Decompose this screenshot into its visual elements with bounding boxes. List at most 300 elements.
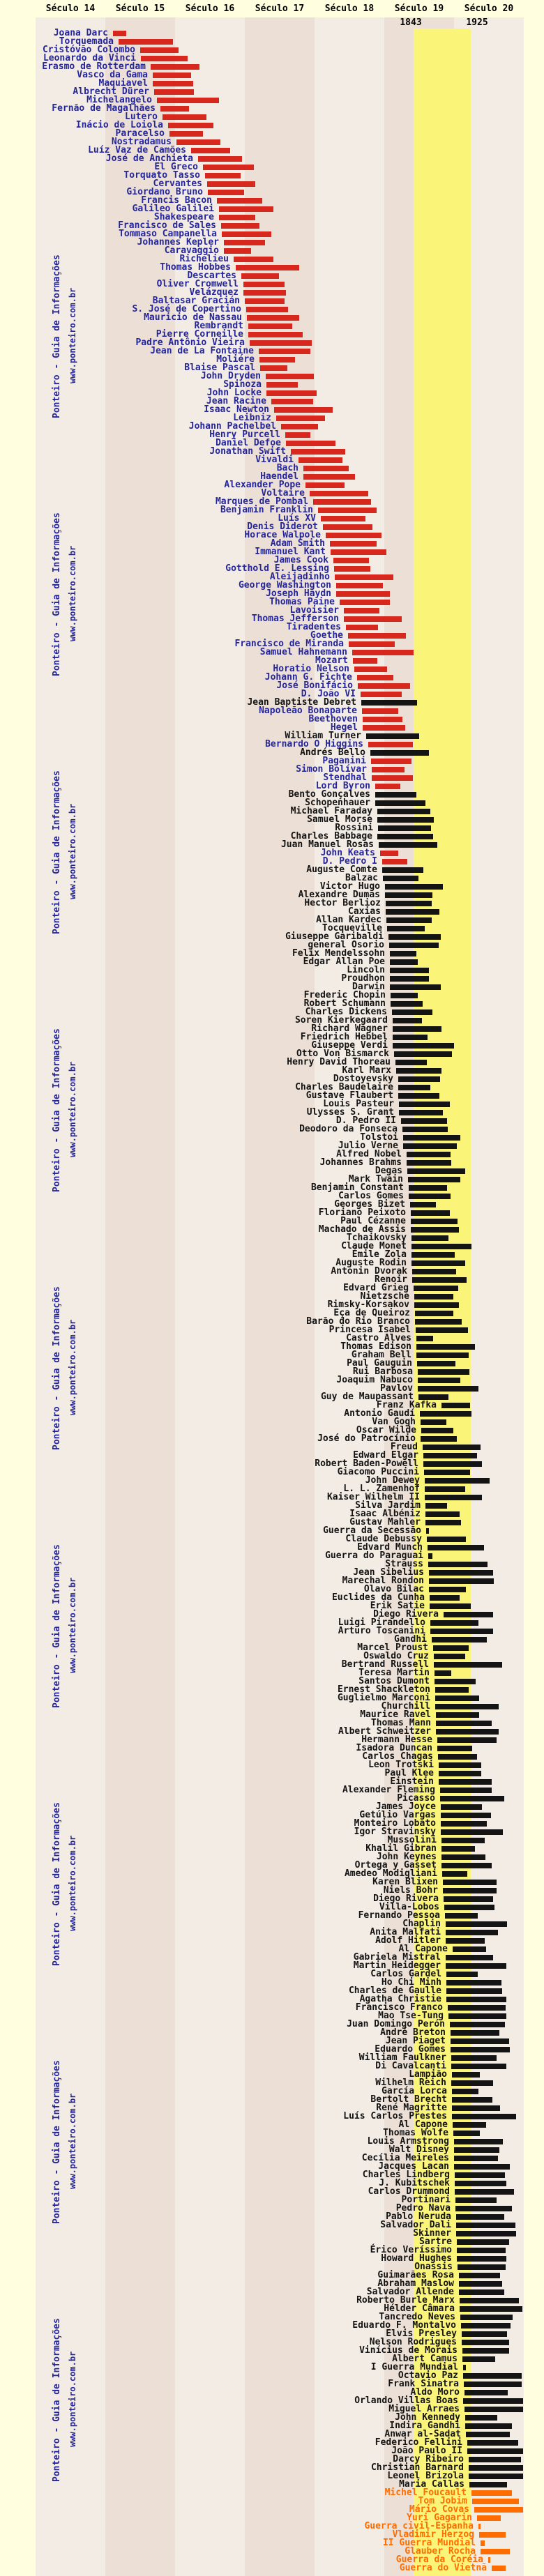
watermark-url-text: www.ponteiro.com.br xyxy=(68,2351,77,2447)
person-name: Napoleão Bonaparte xyxy=(259,706,357,716)
person-name: Samuel Morse xyxy=(307,814,372,825)
person-name: Alexander Pope xyxy=(224,480,301,490)
person-name: John Dryden xyxy=(200,371,261,381)
person-name: Stendhal xyxy=(323,772,367,783)
person-name: Charles Baudelaire xyxy=(295,1082,393,1092)
person-name: Robert Baden-Powell xyxy=(315,1458,418,1469)
person-name: Francisco de Sales xyxy=(118,220,216,231)
person-name: Claude Debussy xyxy=(345,1534,422,1544)
lifespan-bar xyxy=(243,282,285,287)
person-name: Jean Sibelius xyxy=(353,1567,424,1578)
person-name: Johann G. Fichte xyxy=(264,672,352,683)
lifespan-bar xyxy=(259,357,295,363)
lifespan-bar xyxy=(446,1988,502,1994)
person-name: Diego Rivera xyxy=(373,1609,439,1619)
person-name: Blaise Pascal xyxy=(184,363,255,373)
lifespan-bar xyxy=(462,2331,507,2337)
lifespan-bar xyxy=(334,566,370,572)
lifespan-bar xyxy=(446,1963,506,1969)
lifespan-bar xyxy=(399,1102,450,1107)
person-name: Albert Camus xyxy=(392,2354,458,2364)
person-name: Bertrand Russell xyxy=(341,1659,429,1670)
person-name: Felix Mendelssohn xyxy=(292,948,385,959)
person-name: Friedrich Hebbel xyxy=(300,1032,388,1042)
person-name: Velázquez xyxy=(189,287,239,298)
person-name: Maquiavel xyxy=(98,78,148,89)
lifespan-bar xyxy=(446,1955,493,1960)
lifespan-bar xyxy=(430,1629,493,1634)
person-name: Van Gogh xyxy=(372,1417,416,1427)
person-name: Adolf Hitler xyxy=(375,1935,441,1946)
lifespan-bar xyxy=(465,2423,512,2429)
watermark-url-text: www.ponteiro.com.br xyxy=(68,1835,77,1931)
person-name: Galileo Galilei xyxy=(132,204,214,214)
person-name: Diego Rivera xyxy=(373,1893,439,1904)
person-name: Francis Bacon xyxy=(141,195,212,206)
person-name: Guimarães Rosa xyxy=(377,2270,454,2280)
person-name: Darcy Ribeiro xyxy=(393,2454,464,2464)
person-name: Benjamin Franklin xyxy=(220,505,313,515)
lifespan-bar xyxy=(291,449,345,455)
lifespan-bar xyxy=(331,549,386,555)
lifespan-bar xyxy=(445,1913,478,1919)
lifespan-bar xyxy=(461,2323,511,2329)
lifespan-bar xyxy=(371,759,411,764)
lifespan-bar xyxy=(451,2038,509,2044)
person-name: Giordano Bruno xyxy=(126,187,203,197)
lifespan-bar xyxy=(168,123,213,128)
lifespan-bar xyxy=(423,1453,477,1458)
lifespan-bar xyxy=(377,817,434,823)
person-name: Guerra da Secessão xyxy=(323,1525,421,1536)
person-name: Johann Pachelbel xyxy=(188,421,276,432)
person-name: Tiradentes xyxy=(286,622,341,632)
person-name: Proudhon xyxy=(341,973,385,984)
lifespan-bar xyxy=(426,1528,429,1534)
person-name: Christian Barnard xyxy=(370,2462,464,2473)
lifespan-bar xyxy=(469,2474,523,2479)
lifespan-bar xyxy=(396,1068,441,1074)
lifespan-bar xyxy=(446,1921,507,1927)
person-name: Guy de Maupassant xyxy=(320,1392,414,1402)
person-name: Schopenhauer xyxy=(305,798,370,808)
person-name: Lincoln xyxy=(347,965,385,975)
lifespan-bar xyxy=(349,641,395,647)
lifespan-bar xyxy=(421,1419,446,1425)
person-name: Churchill xyxy=(381,1701,430,1712)
lifespan-bar xyxy=(113,31,126,36)
lifespan-bar xyxy=(430,1595,460,1601)
band-start-year-label: 1843 xyxy=(400,17,422,28)
lifespan-bar xyxy=(464,2390,508,2395)
person-name: Ulysses S. Grant xyxy=(306,1107,394,1118)
lifespan-bar xyxy=(481,2549,510,2554)
person-name: Einstein xyxy=(390,1776,434,1787)
person-name: Teresa Martin xyxy=(358,1668,430,1678)
lifespan-bar xyxy=(456,2231,516,2236)
person-name: Edgar Allan Poe xyxy=(303,957,385,967)
watermark-ponteiro-text: Ponteiro - Guia de Informações xyxy=(52,2318,62,2482)
person-name: Franz Kafka xyxy=(376,1400,437,1410)
lifespan-bar xyxy=(465,2415,497,2421)
lifespan-bar xyxy=(415,1319,462,1325)
person-name: Julio Verne xyxy=(338,1141,398,1151)
lifespan-bar xyxy=(318,508,377,513)
lifespan-bar xyxy=(446,1930,498,1935)
person-name: Paracelso xyxy=(115,128,165,139)
watermark-url-text: www.ponteiro.com.br xyxy=(68,287,77,383)
lifespan-bar xyxy=(286,441,335,446)
lifespan-bar xyxy=(411,1219,458,1224)
person-name: Jean Racine xyxy=(206,396,266,406)
person-name: Gustave Flaubert xyxy=(305,1090,393,1101)
person-name: Michelangelo xyxy=(86,95,152,105)
person-name: Caxias xyxy=(348,906,381,917)
lifespan-bar xyxy=(393,1018,422,1023)
person-name: Silva Jardim xyxy=(355,1500,421,1511)
person-name: Carlos Gardel xyxy=(370,1969,441,1979)
person-name: Machado de Assis xyxy=(318,1224,406,1235)
person-name: Albrecht Dürer xyxy=(73,86,149,97)
person-name: Immanuel Kant xyxy=(255,547,326,557)
person-name: Francisco Franco xyxy=(355,2002,443,2013)
lifespan-bar xyxy=(462,2348,509,2354)
watermark-url-text: www.ponteiro.com.br xyxy=(68,803,77,899)
lifespan-bar xyxy=(382,867,423,873)
lifespan-bar xyxy=(386,901,432,906)
lifespan-bar xyxy=(448,2005,506,2011)
person-name: Martin Heidegger xyxy=(353,1960,441,1971)
lifespan-bar xyxy=(391,993,418,998)
lifespan-bar xyxy=(219,215,255,220)
lifespan-bar xyxy=(412,1269,456,1274)
lifespan-bar xyxy=(455,2172,505,2178)
lifespan-bar xyxy=(425,1503,447,1509)
person-name: Mao Tse-Tung xyxy=(378,2011,444,2021)
lifespan-bar xyxy=(463,2373,522,2379)
person-name: William Turner xyxy=(285,731,361,741)
person-name: Lord Byron xyxy=(315,781,370,791)
lifespan-bar xyxy=(420,1411,471,1417)
lifespan-bar xyxy=(467,2448,523,2454)
lifespan-bar xyxy=(418,1386,478,1392)
person-name: general Osorio xyxy=(308,940,384,950)
lifespan-bar xyxy=(416,1327,468,1333)
person-name: Voltaire xyxy=(261,488,305,498)
lifespan-bar xyxy=(326,533,381,538)
lifespan-bar xyxy=(451,2055,497,2061)
person-name: Gustav Mahler xyxy=(349,1517,421,1527)
person-name: Michel Foucault xyxy=(384,2487,467,2498)
person-name: Torquato Tasso xyxy=(123,170,200,181)
lifespan-bar xyxy=(453,2131,480,2136)
century-label: Século 20 xyxy=(464,3,514,14)
person-name: John Kennedy xyxy=(395,2412,460,2423)
person-name: Mário Covas xyxy=(409,2504,469,2515)
person-name: Beethoven xyxy=(308,714,358,724)
lifespan-bar xyxy=(224,248,251,254)
person-name: Renoir xyxy=(375,1274,407,1285)
person-name: Deodoro da Fonseca xyxy=(299,1124,398,1134)
person-name: Tommaso Campanella xyxy=(119,229,217,239)
person-name: Ernest Shackleton xyxy=(337,1684,430,1695)
person-name: Juan Domingo Perón xyxy=(347,2019,445,2029)
person-name: Isaac Newton xyxy=(204,404,269,415)
lifespan-bar xyxy=(435,1704,499,1709)
lifespan-bar xyxy=(458,2264,506,2270)
lifespan-bar xyxy=(488,2557,490,2563)
person-name: Carlos Gomes xyxy=(338,1191,404,1201)
lifespan-bar xyxy=(418,1378,460,1383)
lifespan-bar xyxy=(441,1829,503,1835)
lifespan-bar xyxy=(477,2515,501,2521)
person-name: Andrés Bello xyxy=(300,747,365,758)
lifespan-bar xyxy=(430,1620,478,1626)
person-name: Guerra do Vietnã xyxy=(399,2563,487,2573)
lifespan-bar xyxy=(441,1821,487,1827)
lifespan-bar xyxy=(386,917,432,923)
lifespan-bar xyxy=(219,206,273,212)
person-name: Glauber Rocha xyxy=(405,2546,476,2556)
lifespan-bar xyxy=(454,2139,503,2144)
lifespan-bar xyxy=(455,2181,506,2186)
lifespan-bar xyxy=(435,1687,469,1693)
person-name: Degas xyxy=(375,1166,402,1176)
lifespan-bar xyxy=(474,2507,523,2513)
person-name: Gabriela Mistral xyxy=(353,1952,441,1963)
lifespan-bar xyxy=(421,1436,457,1442)
person-name: Guglielmo Marconi xyxy=(337,1693,430,1703)
person-name: Marcel Proust xyxy=(357,1643,428,1653)
person-name: Haendel xyxy=(260,471,299,482)
person-name: Hermann Hesse xyxy=(361,1735,432,1745)
lifespan-bar xyxy=(441,1403,470,1408)
lifespan-bar xyxy=(453,2122,486,2128)
lifespan-bar xyxy=(222,231,271,237)
lifespan-bar xyxy=(361,700,417,706)
century-label: Século 17 xyxy=(255,3,305,14)
lifespan-bar xyxy=(344,616,402,622)
person-name: Ortega y Gasset xyxy=(354,1860,437,1870)
person-name: Al Capone xyxy=(398,1944,448,1954)
lifespan-bar xyxy=(460,2315,513,2320)
person-name: Euclides da Cunha xyxy=(331,1592,425,1603)
lifespan-bar xyxy=(452,2097,492,2103)
century-stripe xyxy=(105,17,175,2576)
lifespan-bar xyxy=(416,1352,469,1358)
person-name: Maurice Ravel xyxy=(360,1709,431,1720)
lifespan-bar xyxy=(411,1235,448,1241)
person-name: Victor Hugo xyxy=(319,881,380,892)
person-name: Eduardo Gomes xyxy=(375,2044,446,2055)
lifespan-bar xyxy=(154,89,194,95)
person-name: Joseph Haydn xyxy=(266,588,331,599)
person-name: Torquemada xyxy=(59,36,114,47)
century-label: Século 16 xyxy=(185,3,235,14)
person-name: Tom Jobim xyxy=(418,2496,467,2506)
person-name: D. João VI xyxy=(301,689,356,699)
person-name: Jean Baptiste Debret xyxy=(247,697,356,708)
lifespan-bar xyxy=(425,1511,460,1517)
lifespan-bar xyxy=(153,73,191,78)
lifespan-bar xyxy=(448,2013,506,2019)
lifespan-bar xyxy=(415,1311,453,1316)
lifespan-bar xyxy=(402,1127,448,1132)
person-name: Elvis Presley xyxy=(386,2329,457,2339)
person-name: Getúlio Vargas xyxy=(359,1810,436,1820)
lifespan-bar xyxy=(163,114,206,120)
person-name: Agatha Christie xyxy=(359,1994,441,2004)
person-name: J. Kubitschek xyxy=(379,2178,450,2188)
century-label: Século 19 xyxy=(394,3,444,14)
lifespan-bar xyxy=(430,1603,471,1609)
lifespan-bar xyxy=(391,1001,423,1007)
lifespan-bar xyxy=(363,725,405,731)
lifespan-bar xyxy=(375,800,425,806)
person-name: Sartre xyxy=(419,2236,452,2247)
lifespan-bar xyxy=(390,951,416,957)
lifespan-bar xyxy=(435,1670,451,1676)
watermark-ponteiro-text: Ponteiro - Guia de Informações xyxy=(52,512,62,676)
lifespan-bar xyxy=(457,2239,509,2245)
watermark-url-text: www.ponteiro.com.br xyxy=(68,1319,77,1415)
watermark-ponteiro-text: Ponteiro - Guia de Informações xyxy=(52,1544,62,1708)
person-name: Shakespeare xyxy=(153,212,214,222)
person-name: El Greco xyxy=(154,162,198,172)
lifespan-bar xyxy=(217,198,262,204)
lifespan-bar xyxy=(437,1746,472,1751)
person-name: Strauss xyxy=(385,1559,423,1569)
person-name: Baltasar Gracián xyxy=(152,296,240,306)
person-name: Kaiser Wilhelm II xyxy=(326,1492,420,1502)
lifespan-bar xyxy=(281,424,318,429)
lifespan-bar xyxy=(428,1545,484,1550)
person-name: Fernão de Magalhães xyxy=(52,103,156,114)
person-name: Paul Klee xyxy=(384,1768,434,1778)
lifespan-bar xyxy=(411,1260,465,1266)
person-name: Rembrandt xyxy=(194,321,243,331)
lifespan-bar xyxy=(379,842,437,848)
lifespan-bar xyxy=(354,666,387,672)
lifespan-bar xyxy=(428,1553,432,1559)
lifespan-bar xyxy=(119,39,173,45)
person-name: Cervantes xyxy=(153,178,202,189)
person-name: Alfred Nobel xyxy=(336,1149,402,1159)
person-name: Gotthold E. Lessing xyxy=(225,563,329,574)
lifespan-bar xyxy=(207,181,255,187)
person-name: Graham Bell xyxy=(351,1350,411,1360)
person-name: Luís Carlos Prestes xyxy=(343,2111,447,2121)
lifespan-bar xyxy=(266,390,317,396)
century-label: Século 14 xyxy=(45,3,96,14)
lifespan-bar xyxy=(459,2273,500,2278)
lifespan-bar xyxy=(417,1361,455,1366)
lifespan-bar xyxy=(467,2440,518,2446)
lifespan-bar xyxy=(153,81,193,86)
person-name: Pavlov xyxy=(380,1383,413,1394)
lifespan-bar xyxy=(403,1143,457,1149)
watermark-url-text: www.ponteiro.com.br xyxy=(68,1577,77,1673)
person-name: Francisco de Miranda xyxy=(234,639,344,649)
lifespan-bar xyxy=(390,984,441,990)
lifespan-bar xyxy=(377,834,433,839)
lifespan-bar xyxy=(456,2214,504,2220)
person-name: Nostradamus xyxy=(111,137,172,147)
person-name: Roberto Burle Marx xyxy=(356,2295,455,2306)
lifespan-bar xyxy=(435,1695,479,1701)
person-name: Ho Chi Minh xyxy=(381,1977,441,1988)
person-name: Dostoyevsky xyxy=(333,1074,393,1084)
lifespan-bar xyxy=(439,1779,492,1785)
lifespan-bar xyxy=(444,1612,493,1617)
lifespan-bar xyxy=(414,1302,459,1308)
person-name: Juan Manuel Rosas xyxy=(280,839,374,850)
person-name: Orlando Villas Boas xyxy=(354,2395,458,2406)
person-name: William Faulkner xyxy=(358,2052,446,2063)
lifespan-bar xyxy=(429,1570,493,1576)
lifespan-bar xyxy=(353,658,377,664)
person-name: Amedeo Modigliani xyxy=(344,1868,437,1879)
century-label: Século 15 xyxy=(115,3,165,14)
lifespan-bar xyxy=(234,257,273,262)
person-name: Charles Babbage xyxy=(290,831,372,841)
lifespan-bar xyxy=(305,482,345,488)
person-name: Castro Alves xyxy=(346,1333,411,1343)
lifespan-bar xyxy=(299,457,342,463)
person-name: Joana Darc xyxy=(53,28,108,38)
person-name: Johannes Kepler xyxy=(137,237,219,247)
person-name: Paul Cézanne xyxy=(340,1216,406,1226)
person-name: Bento Gonçalves xyxy=(288,789,370,800)
person-name: Nietzsche xyxy=(360,1291,409,1302)
person-name: Paul Gauguin xyxy=(347,1358,412,1369)
lifespan-bar xyxy=(459,2281,502,2287)
lifespan-bar xyxy=(344,608,379,613)
person-name: Eduardo F. Montalvo xyxy=(352,2320,456,2331)
person-name: Freud xyxy=(390,1442,418,1452)
person-name: Walt Disney xyxy=(388,2144,449,2155)
lifespan-bar xyxy=(390,968,429,973)
lifespan-bar xyxy=(452,2114,516,2119)
person-name: L. L. Zamenhof xyxy=(343,1484,420,1494)
person-name: Abraham Maslow xyxy=(377,2278,454,2289)
lifespan-bar xyxy=(330,541,377,547)
person-name: I Guerra Mundial xyxy=(370,2362,458,2372)
person-name: Charles de Gaulle xyxy=(348,1986,441,1996)
person-name: Lavoisier xyxy=(289,605,339,616)
band-end-year-label: 1925 xyxy=(466,17,488,28)
lifespan-bar xyxy=(443,1888,497,1893)
person-name: Giuseppe Garibaldi xyxy=(285,931,384,942)
lifespan-bar xyxy=(393,1035,428,1040)
person-name: Otto Von Bismarck xyxy=(296,1049,389,1059)
lifespan-bar xyxy=(274,407,333,413)
lifespan-bar xyxy=(310,491,368,496)
person-name: D. Pedro II xyxy=(335,1115,396,1126)
person-name: Cristóvão Colombo xyxy=(42,45,135,55)
person-name: Carlos Drummond xyxy=(368,2186,450,2197)
person-name: Mark Twain xyxy=(348,1174,403,1184)
lifespan-bar xyxy=(414,1294,453,1300)
person-name: René Magritte xyxy=(376,2103,447,2113)
lifespan-bar xyxy=(399,1110,443,1115)
person-name: Luíz Vaz de Camões xyxy=(88,145,186,155)
lifespan-bar xyxy=(457,2256,506,2262)
lifespan-bar xyxy=(423,1445,481,1450)
lifespan-bar xyxy=(481,2540,485,2546)
watermark-ponteiro-text: Ponteiro - Guia de Informações xyxy=(52,1028,62,1192)
lifespan-bar xyxy=(440,1788,492,1793)
